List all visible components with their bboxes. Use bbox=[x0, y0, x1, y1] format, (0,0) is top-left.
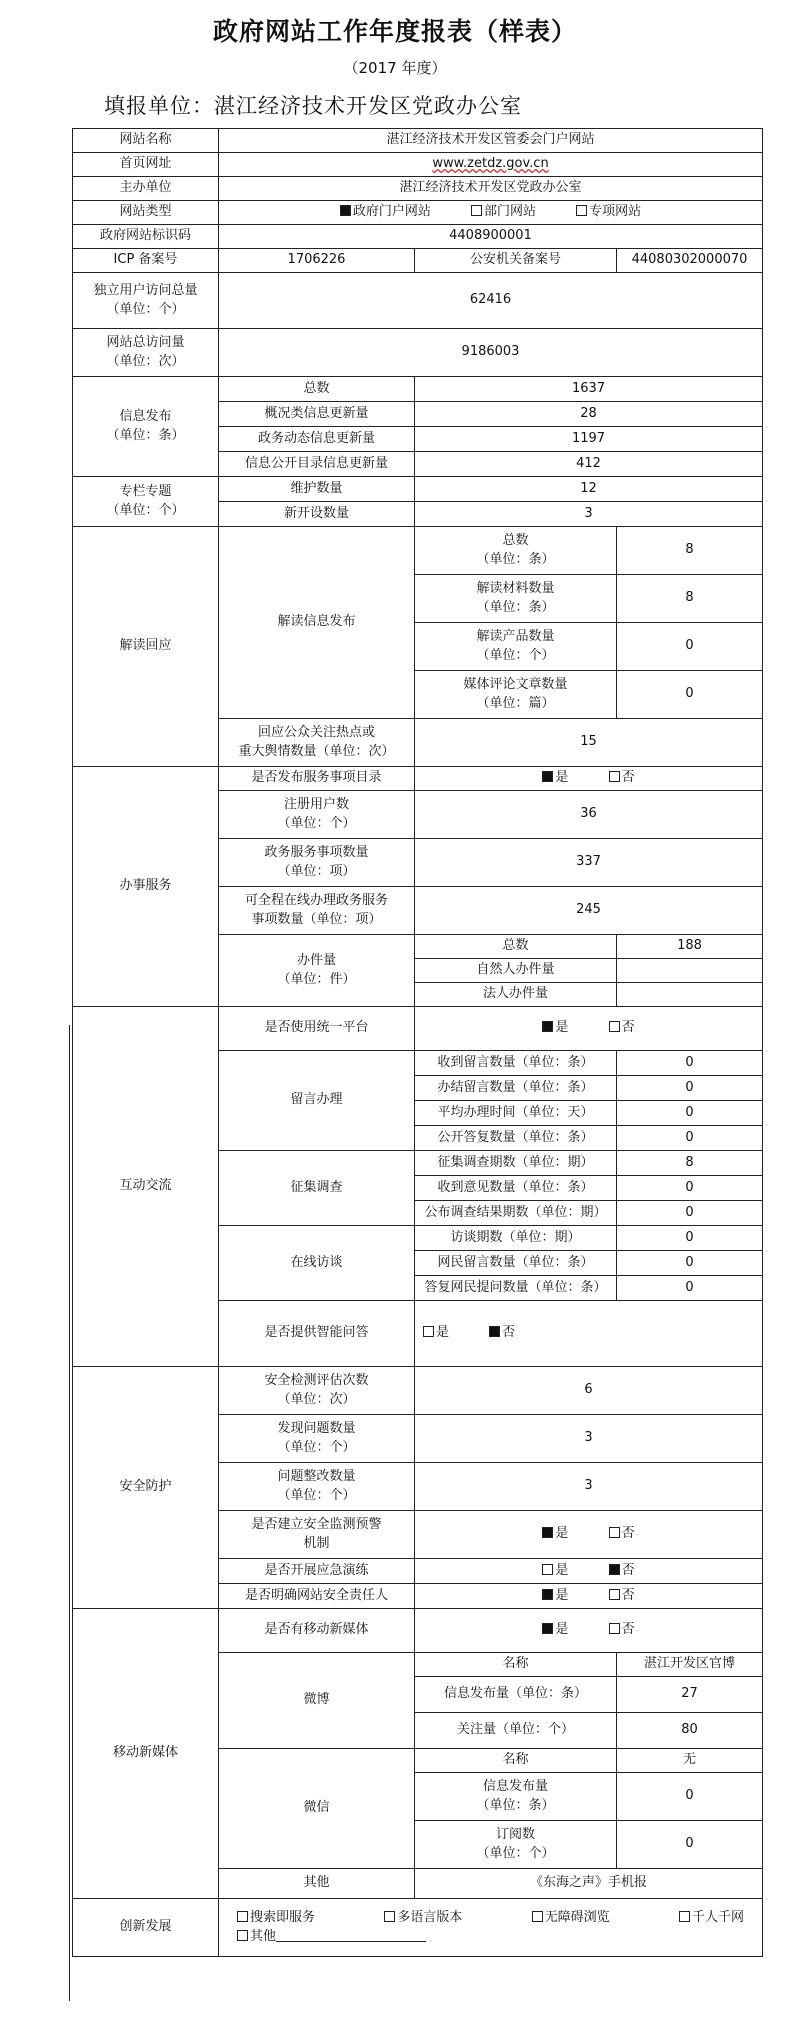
uv-label: 独立用户访问总量 bbox=[93, 282, 198, 298]
wechat-subs-label: 订阅数 bbox=[495, 1826, 535, 1842]
interpret-row-unit: （单位：个） bbox=[476, 647, 555, 663]
column-section-unit: （单位：个） bbox=[106, 502, 185, 518]
checkbox-empty-icon[interactable] bbox=[609, 1527, 620, 1538]
survey-row-value: 0 bbox=[617, 1201, 763, 1226]
service-users-value: 36 bbox=[415, 791, 763, 839]
pv-unit: （单位：次） bbox=[106, 353, 185, 369]
wechat-label: 微信 bbox=[219, 1749, 415, 1869]
interview-row-value: 0 bbox=[617, 1226, 763, 1251]
option-yes: 是 bbox=[436, 1325, 450, 1341]
security-section-label: 安全防护 bbox=[73, 1367, 219, 1609]
info-row-value: 412 bbox=[415, 452, 763, 477]
weibo-name-value: 湛江开发区官博 bbox=[617, 1653, 763, 1677]
msg-sub-label: 留言办理 bbox=[219, 1051, 415, 1151]
security-row-unit: （单位：个） bbox=[277, 1487, 356, 1503]
checkbox-checked-icon[interactable] bbox=[489, 1326, 500, 1337]
security-row-unit: （单位：次） bbox=[277, 1391, 356, 1407]
owner-label: 是否明确网站安全责任人 bbox=[219, 1584, 415, 1609]
interpret-row-label: 解读材料数量 bbox=[476, 580, 555, 596]
msg-row-value: 0 bbox=[617, 1076, 763, 1101]
site-name-value: 湛江经济技术开发区管委会门户网站 bbox=[219, 129, 763, 153]
innovation-option: 千人千网 bbox=[691, 1909, 744, 1925]
info-row-label: 概况类信息更新量 bbox=[219, 402, 415, 427]
checkbox-checked-icon[interactable] bbox=[542, 771, 553, 782]
service-online-value: 245 bbox=[415, 887, 763, 935]
checkbox-checked-icon[interactable] bbox=[340, 205, 351, 216]
option-no: 否 bbox=[621, 770, 635, 786]
table-row bbox=[73, 201, 763, 225]
option-no: 否 bbox=[621, 1562, 635, 1578]
table-row bbox=[73, 477, 763, 502]
mobile-has-label: 是否有移动新媒体 bbox=[219, 1609, 415, 1653]
table-row bbox=[73, 273, 763, 329]
security-row-label: 发现问题数量 bbox=[277, 1420, 356, 1436]
service-users-label: 注册用户数 bbox=[283, 796, 349, 812]
info-row-value: 1197 bbox=[415, 427, 763, 452]
column-row-label: 维护数量 bbox=[219, 477, 415, 502]
checkbox-empty-icon[interactable] bbox=[542, 1564, 553, 1575]
option-yes: 是 bbox=[555, 1020, 569, 1036]
table-row bbox=[73, 1007, 763, 1051]
msg-row-value: 0 bbox=[617, 1101, 763, 1126]
page-title: 政府网站工作年度报表（样表） bbox=[212, 17, 577, 46]
police-label: 公安机关备案号 bbox=[415, 249, 617, 273]
checkbox-empty-icon[interactable] bbox=[384, 1911, 395, 1922]
table-row bbox=[73, 377, 763, 402]
security-row-unit: （单位：个） bbox=[277, 1439, 356, 1455]
interpret-row-unit: （单位：条） bbox=[476, 551, 555, 567]
option-no: 否 bbox=[621, 1526, 635, 1542]
icp-label: ICP 备案号 bbox=[73, 249, 219, 273]
checkbox-empty-icon[interactable] bbox=[576, 205, 587, 216]
checkbox-empty-icon[interactable] bbox=[237, 1930, 248, 1941]
security-row-label: 安全检测评估次数 bbox=[264, 1372, 369, 1388]
cases-legal-value bbox=[617, 983, 763, 1007]
option-yes: 是 bbox=[555, 1526, 569, 1542]
innovation-section-label: 创新发展 bbox=[73, 1899, 219, 1957]
respond-label: 回应公众关注热点或 bbox=[257, 724, 375, 740]
service-catalog-label: 是否发布服务事项目录 bbox=[219, 767, 415, 791]
info-row-label: 信息公开目录信息更新量 bbox=[219, 452, 415, 477]
interview-sub-label: 在线访谈 bbox=[219, 1226, 415, 1301]
msg-row-label: 收到留言数量（单位：条） bbox=[415, 1051, 617, 1076]
weibo-fans-value: 80 bbox=[617, 1713, 763, 1749]
site-type-option: 专项网站 bbox=[589, 204, 642, 220]
security-row-value: 6 bbox=[415, 1367, 763, 1415]
report-table bbox=[72, 128, 763, 1957]
survey-sub-label: 征集调查 bbox=[219, 1151, 415, 1226]
security-row-label: 问题整改数量 bbox=[277, 1468, 356, 1484]
survey-row-label: 公布调查结果期数（单位：期） bbox=[415, 1201, 617, 1226]
option-yes: 是 bbox=[555, 1622, 569, 1638]
interpret-row-unit: （单位：篇） bbox=[476, 695, 555, 711]
checkbox-checked-icon[interactable] bbox=[542, 1021, 553, 1032]
interpret-row-label: 解读产品数量 bbox=[476, 628, 555, 644]
option-no: 否 bbox=[621, 1622, 635, 1638]
homepage-label: 首页网址 bbox=[73, 153, 219, 177]
msg-row-value: 0 bbox=[617, 1051, 763, 1076]
survey-row-value: 8 bbox=[617, 1151, 763, 1176]
checkbox-checked-icon[interactable] bbox=[542, 1623, 553, 1634]
option-yes: 是 bbox=[555, 1562, 569, 1578]
security-row-value: 3 bbox=[415, 1463, 763, 1511]
cases-total-value: 188 bbox=[617, 935, 763, 959]
weibo-posts-label: 信息发布量（单位：条） bbox=[415, 1677, 617, 1713]
column-section-label: 专栏专题 bbox=[119, 483, 172, 499]
survey-row-label: 收到意见数量（单位：条） bbox=[415, 1176, 617, 1201]
table-row bbox=[73, 249, 763, 273]
wechat-subs-unit: （单位：个） bbox=[476, 1845, 555, 1861]
checkbox-checked-icon[interactable] bbox=[542, 1527, 553, 1538]
service-online-label-2: 事项数量（单位：项） bbox=[251, 911, 382, 927]
table-row bbox=[73, 225, 763, 249]
service-users-unit: （单位：个） bbox=[277, 815, 356, 831]
service-items-unit: （单位：项） bbox=[277, 863, 356, 879]
service-items-label: 政务服务事项数量 bbox=[264, 844, 369, 860]
interpret-row-value: 8 bbox=[617, 527, 763, 575]
survey-row-value: 0 bbox=[617, 1176, 763, 1201]
option-yes: 是 bbox=[555, 1587, 569, 1603]
mobile-other-label: 其他 bbox=[219, 1869, 415, 1899]
checkbox-checked-icon[interactable] bbox=[609, 1564, 620, 1575]
checkbox-empty-icon[interactable] bbox=[679, 1911, 690, 1922]
info-section-label: 信息发布 bbox=[119, 408, 172, 424]
report-year: （2017 年度） bbox=[343, 59, 447, 77]
reporting-unit: 填报单位：湛江经济技术开发区党政办公室 bbox=[104, 94, 522, 118]
checkbox-empty-icon[interactable] bbox=[609, 1623, 620, 1634]
uv-value: 62416 bbox=[219, 273, 763, 329]
smart-qa-label: 是否提供智能问答 bbox=[219, 1301, 415, 1367]
weibo-label: 微博 bbox=[219, 1653, 415, 1749]
homepage-link[interactable]: www.zetdz.gov.cn bbox=[432, 156, 549, 172]
security-row-value: 3 bbox=[415, 1415, 763, 1463]
wechat-posts-unit: （单位：条） bbox=[476, 1797, 555, 1813]
info-row-value: 28 bbox=[415, 402, 763, 427]
wechat-name-label: 名称 bbox=[415, 1749, 617, 1773]
interpret-row-label: 媒体评论文章数量 bbox=[463, 676, 568, 692]
police-value: 44080302000070 bbox=[617, 249, 763, 273]
info-row-label: 政务动态信息更新量 bbox=[219, 427, 415, 452]
checkbox-empty-icon[interactable] bbox=[471, 205, 482, 216]
weibo-fans-label: 关注量（单位：个） bbox=[415, 1713, 617, 1749]
site-type-label: 网站类型 bbox=[73, 201, 219, 225]
site-code-value: 4408900001 bbox=[219, 225, 763, 249]
info-section-unit: （单位：条） bbox=[106, 427, 185, 443]
table-row bbox=[73, 129, 763, 153]
service-cases-label: 办件量 bbox=[296, 952, 336, 968]
column-row-label: 新开设数量 bbox=[219, 502, 415, 527]
interview-row-label: 访谈期数（单位：期） bbox=[415, 1226, 617, 1251]
innovation-option: 搜索即服务 bbox=[250, 1909, 316, 1925]
mobile-other-value: 《东海之声》手机报 bbox=[415, 1869, 763, 1899]
checkbox-empty-icon[interactable] bbox=[609, 1021, 620, 1032]
pv-value: 9186003 bbox=[219, 329, 763, 377]
column-row-value: 12 bbox=[415, 477, 763, 502]
site-type-option: 政府门户网站 bbox=[352, 204, 431, 220]
msg-row-label: 平均办理时间（单位：天） bbox=[415, 1101, 617, 1126]
weibo-name-label: 名称 bbox=[415, 1653, 617, 1677]
table-row bbox=[73, 527, 763, 575]
respond-label-2: 重大舆情数量（单位：次） bbox=[238, 743, 395, 759]
interpret-row-value: 0 bbox=[617, 671, 763, 719]
checkbox-checked-icon[interactable] bbox=[542, 1589, 553, 1600]
wechat-subs-value: 0 bbox=[617, 1821, 763, 1869]
cases-total-label: 总数 bbox=[415, 935, 617, 959]
table-row bbox=[73, 153, 763, 177]
checkbox-empty-icon[interactable] bbox=[532, 1911, 543, 1922]
option-no: 否 bbox=[621, 1587, 635, 1603]
interpret-row-label: 总数 bbox=[502, 532, 529, 548]
msg-row-label: 公开答复数量（单位：条） bbox=[415, 1126, 617, 1151]
option-no: 否 bbox=[621, 1020, 635, 1036]
innovation-option: 多语言版本 bbox=[397, 1909, 463, 1925]
msg-row-value: 0 bbox=[617, 1126, 763, 1151]
interpret-row-value: 0 bbox=[617, 623, 763, 671]
wechat-posts-value: 0 bbox=[617, 1773, 763, 1821]
weibo-posts-value: 27 bbox=[617, 1677, 763, 1713]
service-section-label: 办事服务 bbox=[73, 767, 219, 1007]
cases-natural-value bbox=[617, 959, 763, 983]
msg-row-label: 办结留言数量（单位：条） bbox=[415, 1076, 617, 1101]
site-code-label: 政府网站标识码 bbox=[73, 225, 219, 249]
survey-row-label: 征集调查期数（单位：期） bbox=[415, 1151, 617, 1176]
interaction-section-label: 互动交流 bbox=[73, 1007, 219, 1367]
cases-natural-label: 自然人办件量 bbox=[415, 959, 617, 983]
service-online-label: 可全程在线办理政务服务 bbox=[244, 892, 388, 908]
pv-label: 网站总访问量 bbox=[106, 334, 185, 350]
interview-row-value: 0 bbox=[617, 1276, 763, 1301]
respond-value: 15 bbox=[415, 719, 763, 767]
wechat-name-value: 无 bbox=[617, 1749, 763, 1773]
interview-row-label: 网民留言数量（单位：条） bbox=[415, 1251, 617, 1276]
cases-legal-label: 法人办件量 bbox=[415, 983, 617, 1007]
site-name-label: 网站名称 bbox=[73, 129, 219, 153]
table-row bbox=[73, 329, 763, 377]
checkbox-empty-icon[interactable] bbox=[609, 771, 620, 782]
mobile-section-label: 移动新媒体 bbox=[73, 1609, 219, 1899]
checkbox-empty-icon[interactable] bbox=[423, 1326, 434, 1337]
table-left-border-mark bbox=[69, 1025, 70, 2001]
monitor-label: 是否建立安全监测预警 bbox=[251, 1516, 382, 1532]
checkbox-empty-icon[interactable] bbox=[609, 1589, 620, 1600]
info-row-label: 总数 bbox=[219, 377, 415, 402]
interpret-sub-label: 解读信息发布 bbox=[219, 527, 415, 719]
icp-value: 1706226 bbox=[219, 249, 415, 273]
column-row-value: 3 bbox=[415, 502, 763, 527]
table-row bbox=[73, 767, 763, 791]
interview-row-value: 0 bbox=[617, 1251, 763, 1276]
wechat-posts-label: 信息发布量 bbox=[482, 1778, 548, 1794]
service-items-value: 337 bbox=[415, 839, 763, 887]
platform-label: 是否使用统一平台 bbox=[219, 1007, 415, 1051]
option-no: 否 bbox=[502, 1325, 516, 1341]
innovation-other-blank[interactable] bbox=[276, 1929, 426, 1942]
option-yes: 是 bbox=[555, 770, 569, 786]
uv-unit: （单位：个） bbox=[106, 301, 185, 317]
interpret-row-value: 8 bbox=[617, 575, 763, 623]
service-cases-unit: （单位：件） bbox=[277, 971, 356, 987]
host-label: 主办单位 bbox=[73, 177, 219, 201]
interpret-section-label: 解读回应 bbox=[73, 527, 219, 767]
drill-label: 是否开展应急演练 bbox=[219, 1559, 415, 1584]
table-row bbox=[73, 1899, 763, 1957]
table-row bbox=[73, 1609, 763, 1653]
interpret-row-unit: （单位：条） bbox=[476, 599, 555, 615]
interview-row-label: 答复网民提问数量（单位：条） bbox=[415, 1276, 617, 1301]
innovation-option: 无障碍浏览 bbox=[544, 1909, 610, 1925]
innovation-other-label: 其他 bbox=[250, 1928, 277, 1944]
table-row bbox=[73, 1367, 763, 1415]
site-type-option: 部门网站 bbox=[484, 204, 537, 220]
host-value: 湛江经济技术开发区党政办公室 bbox=[219, 177, 763, 201]
table-row bbox=[73, 177, 763, 201]
checkbox-empty-icon[interactable] bbox=[237, 1911, 248, 1922]
info-row-value: 1637 bbox=[415, 377, 763, 402]
monitor-label-2: 机制 bbox=[303, 1535, 330, 1551]
